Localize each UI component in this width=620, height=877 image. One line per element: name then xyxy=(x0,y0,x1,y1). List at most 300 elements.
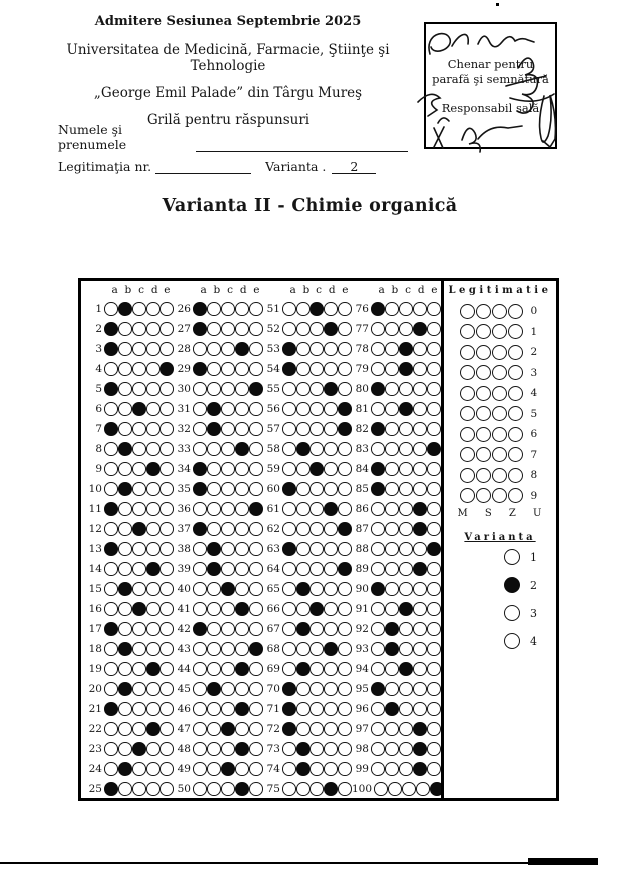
bubble-e xyxy=(427,762,441,776)
question-row xyxy=(174,439,263,459)
question-number: 50 xyxy=(177,783,191,795)
bubble-b xyxy=(296,542,310,556)
question-number: 34 xyxy=(177,463,191,475)
question-number: 93 xyxy=(355,643,369,655)
bubble-d xyxy=(416,782,430,796)
bubble-c xyxy=(399,482,413,496)
question-row xyxy=(352,599,441,619)
question-row xyxy=(174,599,263,619)
legitimatie-bubble xyxy=(492,386,507,401)
answer-grid xyxy=(78,278,559,801)
question-row xyxy=(263,559,352,579)
bubble-d xyxy=(324,762,338,776)
bubble-e xyxy=(338,782,352,796)
bubble-b-filled xyxy=(207,682,221,696)
legitimatie-bubble xyxy=(508,345,523,360)
stamp-box-label-2: parafă şi semnătură xyxy=(432,72,549,86)
bubble-d xyxy=(324,302,338,316)
variant-value: 2 xyxy=(332,159,376,174)
bubble-a xyxy=(371,622,385,636)
bubble-b xyxy=(385,502,399,516)
bubble-e xyxy=(338,642,352,656)
legitimatie-title: Legitimatie xyxy=(448,285,552,296)
option-letter-b: b xyxy=(124,284,132,296)
option-letter-c: c xyxy=(316,284,322,296)
question-row xyxy=(85,659,174,679)
bubble-e xyxy=(338,482,352,496)
legitimatie-bubble xyxy=(492,468,507,483)
bubble-c xyxy=(221,422,235,436)
bubble-a xyxy=(371,402,385,416)
bubble-d-filled xyxy=(235,442,249,456)
bubble-a xyxy=(371,602,385,616)
bubble-d xyxy=(413,642,427,656)
question-number: 45 xyxy=(177,683,191,695)
digit-label: 1 xyxy=(530,325,538,338)
bubble-b xyxy=(296,342,310,356)
name-label: Numele şi prenumele xyxy=(58,122,127,152)
question-row xyxy=(263,459,352,479)
bubble-a xyxy=(104,662,118,676)
bubble-d-filled xyxy=(324,322,338,336)
bubble-d xyxy=(235,562,249,576)
bubble-b xyxy=(207,782,221,796)
question-number: 7 xyxy=(95,423,102,435)
bubble-c-filled xyxy=(310,462,324,476)
bubble-a-filled xyxy=(371,582,385,596)
bubble-a xyxy=(282,382,296,396)
bubble-e xyxy=(160,702,174,716)
bubble-d-filled xyxy=(146,662,160,676)
bubble-a xyxy=(104,362,118,376)
question-number: 5 xyxy=(95,383,102,395)
legitimatie-digit-row xyxy=(444,445,556,466)
option-letter-a: a xyxy=(289,284,296,296)
bubble-d-filled xyxy=(324,782,338,796)
bubble-b xyxy=(296,722,310,736)
bubble-c xyxy=(221,522,235,536)
bubble-a xyxy=(104,482,118,496)
question-number: 16 xyxy=(88,603,102,615)
question-row xyxy=(85,299,174,319)
stamp-box-label-1: Chenar pentru xyxy=(447,57,534,71)
bubble-b xyxy=(385,382,399,396)
question-number: 24 xyxy=(88,763,102,775)
bubble-a-filled xyxy=(371,302,385,316)
question-number: 1 xyxy=(95,303,102,315)
name-blank-line xyxy=(196,137,408,152)
bubble-e xyxy=(160,642,174,656)
bubble-a-filled xyxy=(282,722,296,736)
page-footer-line xyxy=(0,862,598,864)
question-row xyxy=(263,619,352,639)
bubble-d xyxy=(413,582,427,596)
bubble-d xyxy=(324,522,338,536)
bubble-d xyxy=(146,602,160,616)
bubble-b xyxy=(207,342,221,356)
bubble-a xyxy=(104,762,118,776)
bubble-c xyxy=(221,442,235,456)
bubble-c xyxy=(132,382,146,396)
bubble-c xyxy=(221,362,235,376)
question-number: 41 xyxy=(177,603,191,615)
question-number: 4 xyxy=(95,363,102,375)
question-number: 12 xyxy=(88,523,102,535)
bubble-e xyxy=(249,702,263,716)
bubble-e xyxy=(249,742,263,756)
bubble-b xyxy=(118,382,132,396)
question-row xyxy=(174,659,263,679)
option-letters-row xyxy=(263,284,352,299)
bubble-d-filled xyxy=(235,702,249,716)
bubble-d-filled xyxy=(413,742,427,756)
bubble-c xyxy=(399,562,413,576)
bubble-c xyxy=(132,562,146,576)
question-row xyxy=(352,679,441,699)
bubble-a xyxy=(104,582,118,596)
question-row xyxy=(352,459,441,479)
bubble-e xyxy=(249,562,263,576)
question-row xyxy=(352,619,441,639)
bubble-c-filled xyxy=(310,302,324,316)
bubble-d-filled xyxy=(146,722,160,736)
question-row xyxy=(174,559,263,579)
bubble-d-filled xyxy=(324,382,338,396)
bubble-e-filled xyxy=(249,502,263,516)
question-row xyxy=(352,359,441,379)
bubble-d xyxy=(413,602,427,616)
bubble-d-filled xyxy=(413,562,427,576)
bubble-d-filled xyxy=(324,642,338,656)
bubble-d xyxy=(413,662,427,676)
digit-label: 3 xyxy=(530,366,538,379)
bubble-c xyxy=(132,362,146,376)
question-row xyxy=(263,679,352,699)
varianta-rows xyxy=(444,543,556,655)
bubble-a-filled xyxy=(371,422,385,436)
bubble-a xyxy=(371,362,385,376)
bubble-d xyxy=(146,782,160,796)
bubble-c xyxy=(310,742,324,756)
bubble-a xyxy=(193,402,207,416)
exam-variant-title: Varianta II - Chimie organică xyxy=(162,196,458,216)
digit-label: 2 xyxy=(530,346,538,359)
bubble-e xyxy=(427,582,441,596)
question-row xyxy=(174,339,263,359)
bubble-b xyxy=(296,562,310,576)
bubble-c-filled xyxy=(399,602,413,616)
question-number: 49 xyxy=(177,763,191,775)
bubble-c xyxy=(310,362,324,376)
question-row xyxy=(85,739,174,759)
digit-label: 4 xyxy=(530,387,538,400)
page-footer-thick-mark xyxy=(528,858,598,865)
bubble-b xyxy=(385,722,399,736)
bubble-c xyxy=(310,642,324,656)
bubble-b xyxy=(207,762,221,776)
bubble-d xyxy=(324,662,338,676)
bubble-a xyxy=(104,722,118,736)
question-row xyxy=(263,499,352,519)
bubble-a xyxy=(104,462,118,476)
bubble-b-filled xyxy=(296,662,310,676)
question-row xyxy=(174,579,263,599)
bubble-d xyxy=(146,302,160,316)
bubble-b xyxy=(118,522,132,536)
legitimatie-bubble xyxy=(492,427,507,442)
legitimatie-bubble xyxy=(508,447,523,462)
bubble-a xyxy=(282,422,296,436)
bubble-d-filled xyxy=(413,722,427,736)
bubble-a xyxy=(282,742,296,756)
bubble-a xyxy=(282,582,296,596)
question-row xyxy=(352,319,441,339)
question-number: 59 xyxy=(266,463,280,475)
question-row xyxy=(174,399,263,419)
bubble-d xyxy=(235,402,249,416)
question-number: 98 xyxy=(355,743,369,755)
bubble-a-filled xyxy=(104,782,118,796)
bubble-d-filled xyxy=(413,522,427,536)
signature-scribbles-icon xyxy=(414,20,572,154)
bubble-a-filled xyxy=(282,682,296,696)
question-row xyxy=(174,719,263,739)
bubble-e xyxy=(160,562,174,576)
question-row xyxy=(352,659,441,679)
question-number: 42 xyxy=(177,623,191,635)
bubble-c xyxy=(310,622,324,636)
question-number: 40 xyxy=(177,583,191,595)
bubble-b xyxy=(118,422,132,436)
bubble-b xyxy=(385,662,399,676)
legitimatie-bubble xyxy=(476,406,491,421)
bubble-d xyxy=(324,722,338,736)
question-row xyxy=(263,399,352,419)
bubble-c xyxy=(399,682,413,696)
bubble-a-filled xyxy=(282,342,296,356)
bubble-d xyxy=(235,382,249,396)
bubble-a xyxy=(282,522,296,536)
bubble-c xyxy=(310,402,324,416)
question-row xyxy=(85,519,174,539)
answer-column xyxy=(263,284,352,798)
bubble-c xyxy=(132,302,146,316)
legitimatie-bubble xyxy=(492,345,507,360)
bubble-c xyxy=(132,622,146,636)
question-number: 64 xyxy=(266,563,280,575)
bubble-d xyxy=(324,342,338,356)
question-row xyxy=(263,719,352,739)
bubble-c xyxy=(132,662,146,676)
bubble-b xyxy=(296,402,310,416)
bubble-b xyxy=(385,762,399,776)
bubble-e xyxy=(249,342,263,356)
question-number: 13 xyxy=(88,543,102,555)
bubble-a-filled xyxy=(282,542,296,556)
name-field-row xyxy=(58,122,408,152)
bubble-d xyxy=(146,502,160,516)
bubble-b xyxy=(207,622,221,636)
bubble-b xyxy=(118,602,132,616)
bubble-b xyxy=(207,702,221,716)
legitimatie-bubble xyxy=(476,468,491,483)
legitimatie-bubble xyxy=(476,324,491,339)
question-row xyxy=(174,499,263,519)
bubble-a-filled xyxy=(371,382,385,396)
question-number: 71 xyxy=(266,703,280,715)
question-number: 68 xyxy=(266,643,280,655)
bubble-a xyxy=(104,602,118,616)
bubble-b xyxy=(385,462,399,476)
question-row xyxy=(352,719,441,739)
legitimatie-bubble xyxy=(508,365,523,380)
bubble-c-filled xyxy=(399,362,413,376)
bubble-e xyxy=(338,742,352,756)
bubble-d xyxy=(235,302,249,316)
bubble-b xyxy=(385,482,399,496)
bubble-a-filled xyxy=(193,482,207,496)
bubble-d xyxy=(235,762,249,776)
bubble-c xyxy=(221,382,235,396)
question-row xyxy=(174,519,263,539)
bubble-b xyxy=(385,422,399,436)
bubble-a-filled xyxy=(104,542,118,556)
bubble-d xyxy=(235,462,249,476)
legitimatie-digit-row xyxy=(444,424,556,445)
identity-fields xyxy=(58,122,408,181)
bubble-d xyxy=(146,322,160,336)
question-row xyxy=(352,579,441,599)
bubble-a xyxy=(104,442,118,456)
bubble-b xyxy=(296,682,310,696)
bubble-d xyxy=(413,702,427,716)
option-letter-d: d xyxy=(328,284,336,296)
question-number: 75 xyxy=(266,783,280,795)
varianta-option-row xyxy=(444,571,556,599)
question-row xyxy=(85,539,174,559)
bubble-e xyxy=(160,422,174,436)
question-number: 58 xyxy=(266,443,280,455)
bubble-b xyxy=(296,482,310,496)
question-number: 30 xyxy=(177,383,191,395)
bubble-d-filled xyxy=(324,502,338,516)
question-number: 26 xyxy=(177,303,191,315)
varianta-option-row xyxy=(444,627,556,655)
bubble-b xyxy=(118,742,132,756)
legitimatie-bubble xyxy=(460,427,475,442)
question-number: 3 xyxy=(95,343,102,355)
answer-column xyxy=(174,284,263,798)
bubble-e xyxy=(338,702,352,716)
bubble-c xyxy=(399,442,413,456)
bubble-e xyxy=(427,462,441,476)
question-row xyxy=(174,739,263,759)
bubble-e xyxy=(427,722,441,736)
bubble-c xyxy=(132,542,146,556)
bubble-a xyxy=(104,642,118,656)
question-row xyxy=(352,419,441,439)
question-number: 10 xyxy=(88,483,102,495)
bubble-b xyxy=(385,582,399,596)
question-row xyxy=(85,619,174,639)
bubble-e xyxy=(427,742,441,756)
question-number: 84 xyxy=(355,463,369,475)
bubble-c xyxy=(132,782,146,796)
bubble-c xyxy=(132,342,146,356)
bubble-c xyxy=(399,762,413,776)
bubble-e xyxy=(160,302,174,316)
question-row xyxy=(263,479,352,499)
question-number: 32 xyxy=(177,423,191,435)
bubble-d xyxy=(235,362,249,376)
bubble-d xyxy=(413,442,427,456)
question-number: 21 xyxy=(88,703,102,715)
bubble-b xyxy=(296,462,310,476)
bubble-b xyxy=(118,702,132,716)
legitimatie-rows xyxy=(444,301,556,506)
bubble-a xyxy=(371,542,385,556)
bubble-a xyxy=(104,682,118,696)
bubble-b xyxy=(385,402,399,416)
bubble-d xyxy=(324,562,338,576)
bubble-c xyxy=(310,322,324,336)
question-number: 65 xyxy=(266,583,280,595)
bubble-c xyxy=(221,562,235,576)
bubble-c xyxy=(132,702,146,716)
bubble-b xyxy=(385,602,399,616)
legitimatie-bubble xyxy=(508,386,523,401)
bubble-b-filled xyxy=(207,542,221,556)
bubble-c xyxy=(132,582,146,596)
legitimatie-bubble xyxy=(492,304,507,319)
bubble-e xyxy=(427,382,441,396)
bubble-b-filled xyxy=(385,702,399,716)
option-letter-e: e xyxy=(342,284,349,296)
bubble-d-filled xyxy=(413,762,427,776)
bubble-d xyxy=(324,602,338,616)
room-supervisor-label: Responsabil sală xyxy=(441,101,540,115)
bubble-a xyxy=(193,342,207,356)
option-letter-d: d xyxy=(417,284,425,296)
question-row xyxy=(85,359,174,379)
bubble-a-filled xyxy=(104,622,118,636)
question-number: 73 xyxy=(266,743,280,755)
option-letters-row xyxy=(85,284,174,299)
question-number: 88 xyxy=(355,543,369,555)
bubble-a xyxy=(193,782,207,796)
bubble-a xyxy=(282,782,296,796)
question-number: 51 xyxy=(266,303,280,315)
bubble-c xyxy=(132,642,146,656)
bubble-d xyxy=(324,702,338,716)
bubble-d xyxy=(413,682,427,696)
bubble-b-filled xyxy=(207,402,221,416)
option-letter-c: c xyxy=(138,284,144,296)
bubble-d xyxy=(324,482,338,496)
bubble-c-filled xyxy=(399,402,413,416)
legitimatie-bubble xyxy=(508,406,523,421)
bubble-d xyxy=(146,382,160,396)
bubble-b xyxy=(118,662,132,676)
bubble-e xyxy=(249,442,263,456)
bubble-b xyxy=(385,542,399,556)
bubble-a xyxy=(193,722,207,736)
question-row xyxy=(263,299,352,319)
question-number: 2 xyxy=(95,323,102,335)
question-row xyxy=(174,779,263,799)
varianta-bubble-2-filled xyxy=(504,577,520,593)
bubble-a-filled xyxy=(104,502,118,516)
